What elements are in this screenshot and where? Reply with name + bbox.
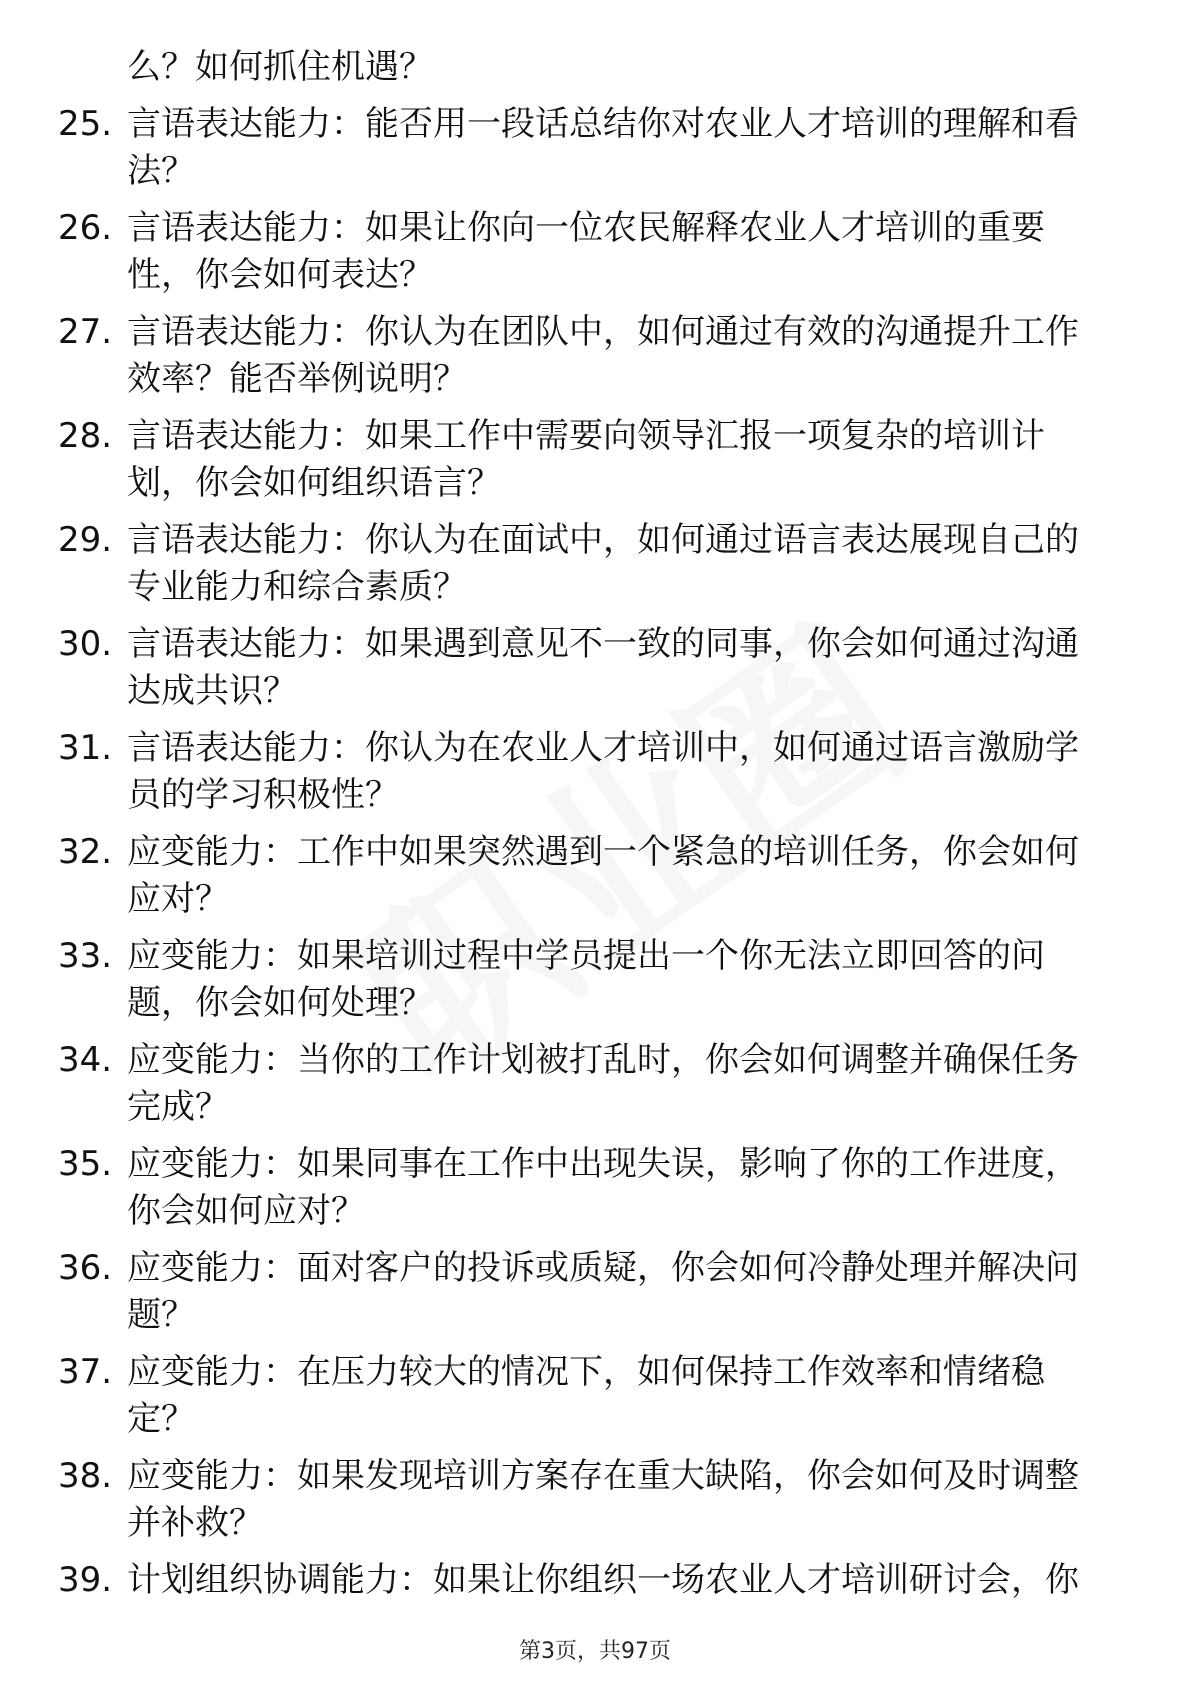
question-text: 言语表达能力：如果让你向一位农民解释农业人才培训的重要性，你会如何表达？ bbox=[127, 208, 1045, 295]
question-text: 言语表达能力：你认为在团队中，如何通过有效的沟通提升工作效率？能否举例说明？ bbox=[127, 312, 1079, 399]
question-text: 计划组织协调能力：如果让你组织一场农业人才培训研讨会，你 bbox=[127, 1560, 1079, 1600]
question-text: 言语表达能力：如果工作中需要向领导汇报一项复杂的培训计划，你会如何组织语言？ bbox=[127, 416, 1045, 503]
question-number: 30. bbox=[58, 624, 113, 664]
continuation-line bbox=[0, 44, 1190, 91]
question-text: 应变能力：如果同事在工作中出现失误，影响了你的工作进度，你会如何应对？ bbox=[127, 1144, 1079, 1231]
question-item bbox=[0, 1453, 1190, 1547]
question-list bbox=[0, 44, 1190, 1604]
question-text: 言语表达能力：你认为在面试中，如何通过语言表达展现自己的专业能力和综合素质？ bbox=[127, 520, 1079, 607]
question-text: 言语表达能力：你认为在农业人才培训中，如何通过语言激励学员的学习积极性？ bbox=[127, 728, 1079, 815]
question-item bbox=[0, 1141, 1190, 1235]
question-number: 25. bbox=[58, 104, 113, 144]
question-item bbox=[0, 621, 1190, 715]
question-number: 33. bbox=[58, 936, 113, 976]
question-item bbox=[0, 205, 1190, 299]
question-number: 36. bbox=[58, 1248, 113, 1288]
question-item bbox=[0, 725, 1190, 819]
question-number: 28. bbox=[58, 416, 113, 456]
page-footer: 第3页，共97页 bbox=[519, 1639, 671, 1664]
question-item bbox=[0, 101, 1190, 195]
question-item bbox=[0, 829, 1190, 923]
question-text: 应变能力：工作中如果突然遇到一个紧急的培训任务，你会如何应对？ bbox=[127, 832, 1079, 919]
question-text: 应变能力：如果培训过程中学员提出一个你无法立即回答的问题，你会如何处理？ bbox=[127, 936, 1045, 1023]
question-number: 37. bbox=[58, 1352, 113, 1392]
question-number: 26. bbox=[58, 208, 113, 248]
question-text: 应变能力：如果发现培训方案存在重大缺陷，你会如何及时调整并补救？ bbox=[127, 1456, 1079, 1543]
question-number: 31. bbox=[58, 728, 113, 768]
question-item bbox=[0, 517, 1190, 611]
question-number: 29. bbox=[58, 520, 113, 560]
question-item bbox=[0, 1557, 1190, 1604]
question-item bbox=[0, 413, 1190, 507]
question-item bbox=[0, 1245, 1190, 1339]
question-text: 应变能力：当你的工作计划被打乱时，你会如何调整并确保任务完成？ bbox=[127, 1040, 1079, 1127]
question-item bbox=[0, 933, 1190, 1027]
question-text: 应变能力：面对客户的投诉或质疑，你会如何冷静处理并解决问题？ bbox=[127, 1248, 1079, 1335]
question-number: 39. bbox=[58, 1560, 113, 1600]
question-number: 35. bbox=[58, 1144, 113, 1184]
continuation-text: 么？如何抓住机遇？ bbox=[127, 47, 433, 87]
question-text: 应变能力：在压力较大的情况下，如何保持工作效率和情绪稳定？ bbox=[127, 1352, 1045, 1439]
question-item bbox=[0, 1037, 1190, 1131]
question-item bbox=[0, 309, 1190, 403]
question-item bbox=[0, 1349, 1190, 1443]
question-number: 32. bbox=[58, 832, 113, 872]
question-number: 34. bbox=[58, 1040, 113, 1080]
question-text: 言语表达能力：如果遇到意见不一致的同事，你会如何通过沟通达成共识？ bbox=[127, 624, 1079, 711]
question-number: 38. bbox=[58, 1456, 113, 1496]
question-number: 27. bbox=[58, 312, 113, 352]
question-text: 言语表达能力：能否用一段话总结你对农业人才培训的理解和看法？ bbox=[127, 104, 1079, 191]
